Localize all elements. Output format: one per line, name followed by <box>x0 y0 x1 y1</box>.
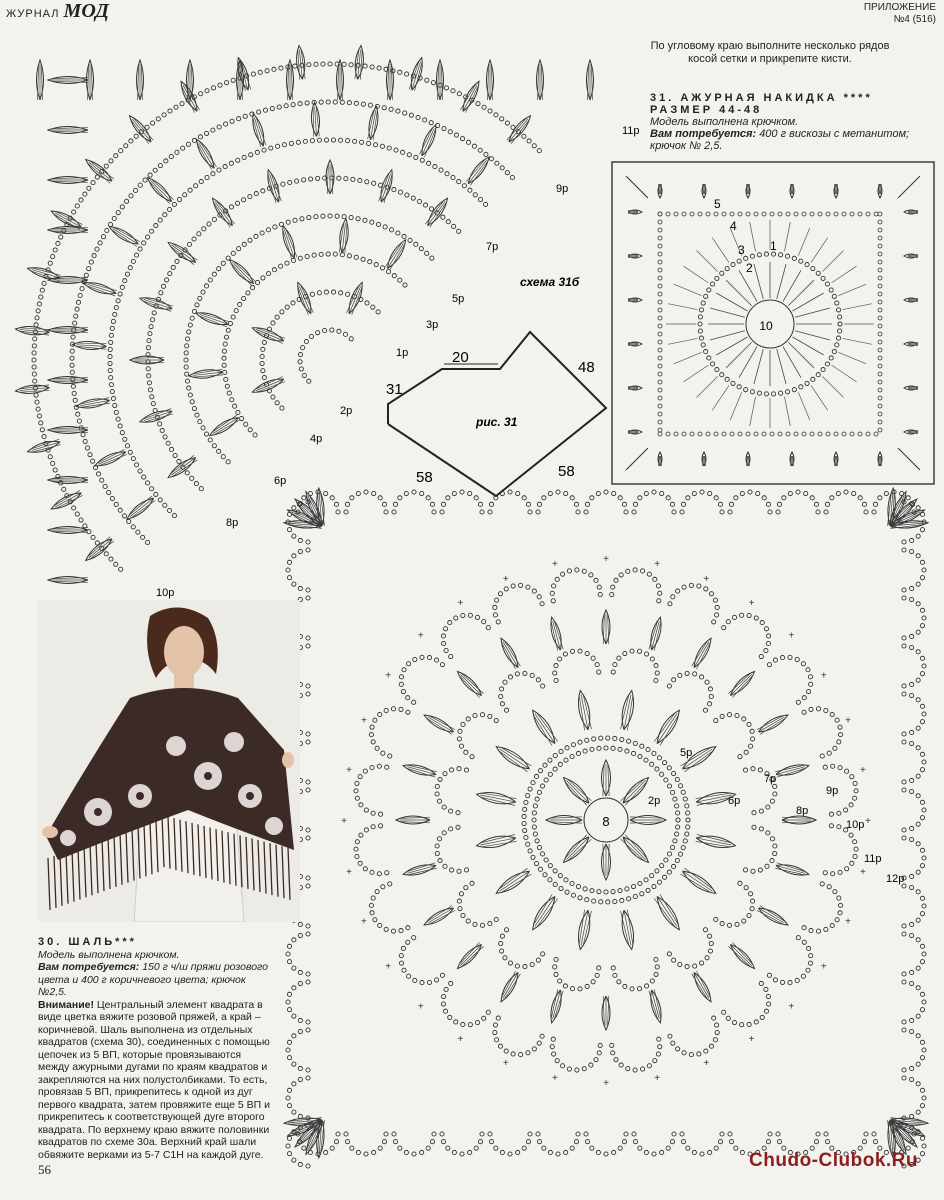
svg-text:+: + <box>346 764 352 776</box>
item30-attention-label: Внимание! <box>38 998 94 1011</box>
sq31-num-5: 5 <box>714 197 721 211</box>
svg-text:+: + <box>502 573 509 585</box>
svg-text:+: + <box>551 1072 558 1084</box>
corner-row-2: 2p <box>340 405 353 417</box>
item30-description <box>38 936 270 1161</box>
scheme30a-corner-chart <box>16 46 594 634</box>
svg-text:+: + <box>361 916 367 928</box>
corner-row-6: 6p <box>274 475 287 487</box>
svg-text:+: + <box>457 598 464 610</box>
dim-58-left: 58 <box>416 469 433 486</box>
corner-row-8: 8p <box>226 517 239 529</box>
svg-text:+: + <box>417 1001 424 1013</box>
svg-text:+: + <box>788 630 795 642</box>
item30-need-label: Вам потребуется: <box>38 961 140 973</box>
sq31-num-10: 10 <box>759 319 773 333</box>
corner-row-9: 9p <box>556 183 569 195</box>
center-row-6: 6p <box>728 795 741 807</box>
svg-text:+: + <box>703 573 710 585</box>
svg-text:+: + <box>417 630 424 642</box>
svg-text:+: + <box>748 1033 755 1045</box>
corner-row-5: 5p <box>452 293 465 305</box>
scheme31b-square-chart <box>612 162 934 484</box>
center-num-8: 8 <box>602 814 610 829</box>
corner-row-11: 11p <box>622 125 640 137</box>
svg-text:+: + <box>603 554 609 565</box>
svg-text:+: + <box>654 1072 661 1084</box>
sq31-num-2: 2 <box>746 261 753 275</box>
dim-20: 20 <box>452 349 469 366</box>
corner-row-1: 1p <box>396 347 409 359</box>
corner-row-3: 3p <box>426 319 439 331</box>
corner-row-7: 7p <box>486 241 499 253</box>
item31-need-text: 400 г вискозы с метанитом; крючок № 2,5. <box>650 128 910 152</box>
svg-text:+: + <box>457 1033 464 1045</box>
sq31-num-4: 4 <box>730 219 737 233</box>
svg-text:+: + <box>820 961 827 973</box>
svg-text:+: + <box>346 867 352 879</box>
svg-text:+: + <box>748 598 755 610</box>
item30-title: 30. ШАЛЬ*** <box>38 936 137 948</box>
center-row-9: 9p <box>826 785 839 797</box>
center-row-5: 5p <box>680 747 693 759</box>
svg-text:+: + <box>845 916 851 928</box>
corner-row-10: 10p <box>156 587 175 599</box>
issue-number: №4 (516) <box>893 14 936 25</box>
svg-text:+: + <box>551 559 558 571</box>
watermark: Chudo-Clubok.Ru <box>749 1150 918 1171</box>
svg-text:+: + <box>820 670 827 682</box>
model-in-shawl-illustration <box>38 600 300 922</box>
svg-text:+: + <box>385 670 392 682</box>
svg-text:+: + <box>385 961 392 973</box>
center-row-7: 7p <box>764 773 777 785</box>
item30-attention-text: Центральный элемент квадрата в виде цветка вяжите розовой пряжей, а край – коричневой. Шаль выполнена из отдельных квадратов (схема 30), соединенных с помощью цепочек из 5 ВП, которые провязываются между ажурными дугами по краям квадратов и закрепляются на них полустолбиками. То есть, провязав 5 ВП, прикрепитесь к одной из дуг первого квадрата, затем провяжите еще 5 ВП и прикрепитесь к соответствующей дуге второго квадрата. По верхнему краю вяжите половинки квадратов по схеме 30а. Верхний край шали обвяжите верками из 5-7 С1Н на каждой дуге. <box>38 998 270 1161</box>
svg-text:+: + <box>361 715 367 727</box>
dim-31: 31 <box>386 381 403 398</box>
svg-text:+: + <box>703 1058 710 1070</box>
svg-text:+: + <box>603 1078 609 1089</box>
center-row-10: 10p <box>846 819 865 831</box>
sq31-num-3: 3 <box>738 243 745 257</box>
fig31-label: рис. 31 <box>476 415 518 429</box>
sq31-num-1: 1 <box>770 239 777 253</box>
center-row-12: 12p <box>886 873 905 885</box>
dim-48: 48 <box>578 359 595 376</box>
center-row-8: 8p <box>796 805 809 817</box>
item31-size: РАЗМЕР 44-48 <box>650 104 763 116</box>
item30-need-text: 150 г ч/ш пряжи розового цвета и 400 г коричневого цвета; крючок №2,5. <box>38 961 268 998</box>
item30-model: Модель выполнена крючком. <box>38 948 180 961</box>
svg-text:+: + <box>502 1058 509 1070</box>
svg-text:+: + <box>860 867 866 879</box>
svg-text:+: + <box>865 816 871 827</box>
item31-model: Модель выполнена крючком. <box>650 116 799 128</box>
scheme31b-label: схема 31б <box>520 275 580 289</box>
corner-row-4: 4p <box>310 433 323 445</box>
center-row-11: 11p <box>864 853 882 865</box>
intro-note: По угловому краю выполните несколько рядов косой сетки и прикрепите кисти. <box>650 40 890 65</box>
magazine-name: МОД <box>63 0 109 22</box>
item31-title: 31. АЖУРНАЯ НАКИДКА **** <box>650 92 873 104</box>
magazine-prefix: ЖУРНАЛ <box>6 8 60 20</box>
svg-text:+: + <box>341 816 347 827</box>
svg-text:+: + <box>654 559 661 571</box>
svg-text:+: + <box>845 715 851 727</box>
svg-text:+: + <box>860 764 866 776</box>
item31-need-label: Вам потребуется: <box>650 128 757 140</box>
dim-58-right: 58 <box>558 463 575 480</box>
svg-text:+: + <box>788 1001 795 1013</box>
center-row-2: 2p <box>648 795 661 807</box>
page-number: 56 <box>38 1162 51 1177</box>
supplement-label: ПРИЛОЖЕНИЕ <box>863 2 936 13</box>
shawl-photo <box>38 600 300 922</box>
